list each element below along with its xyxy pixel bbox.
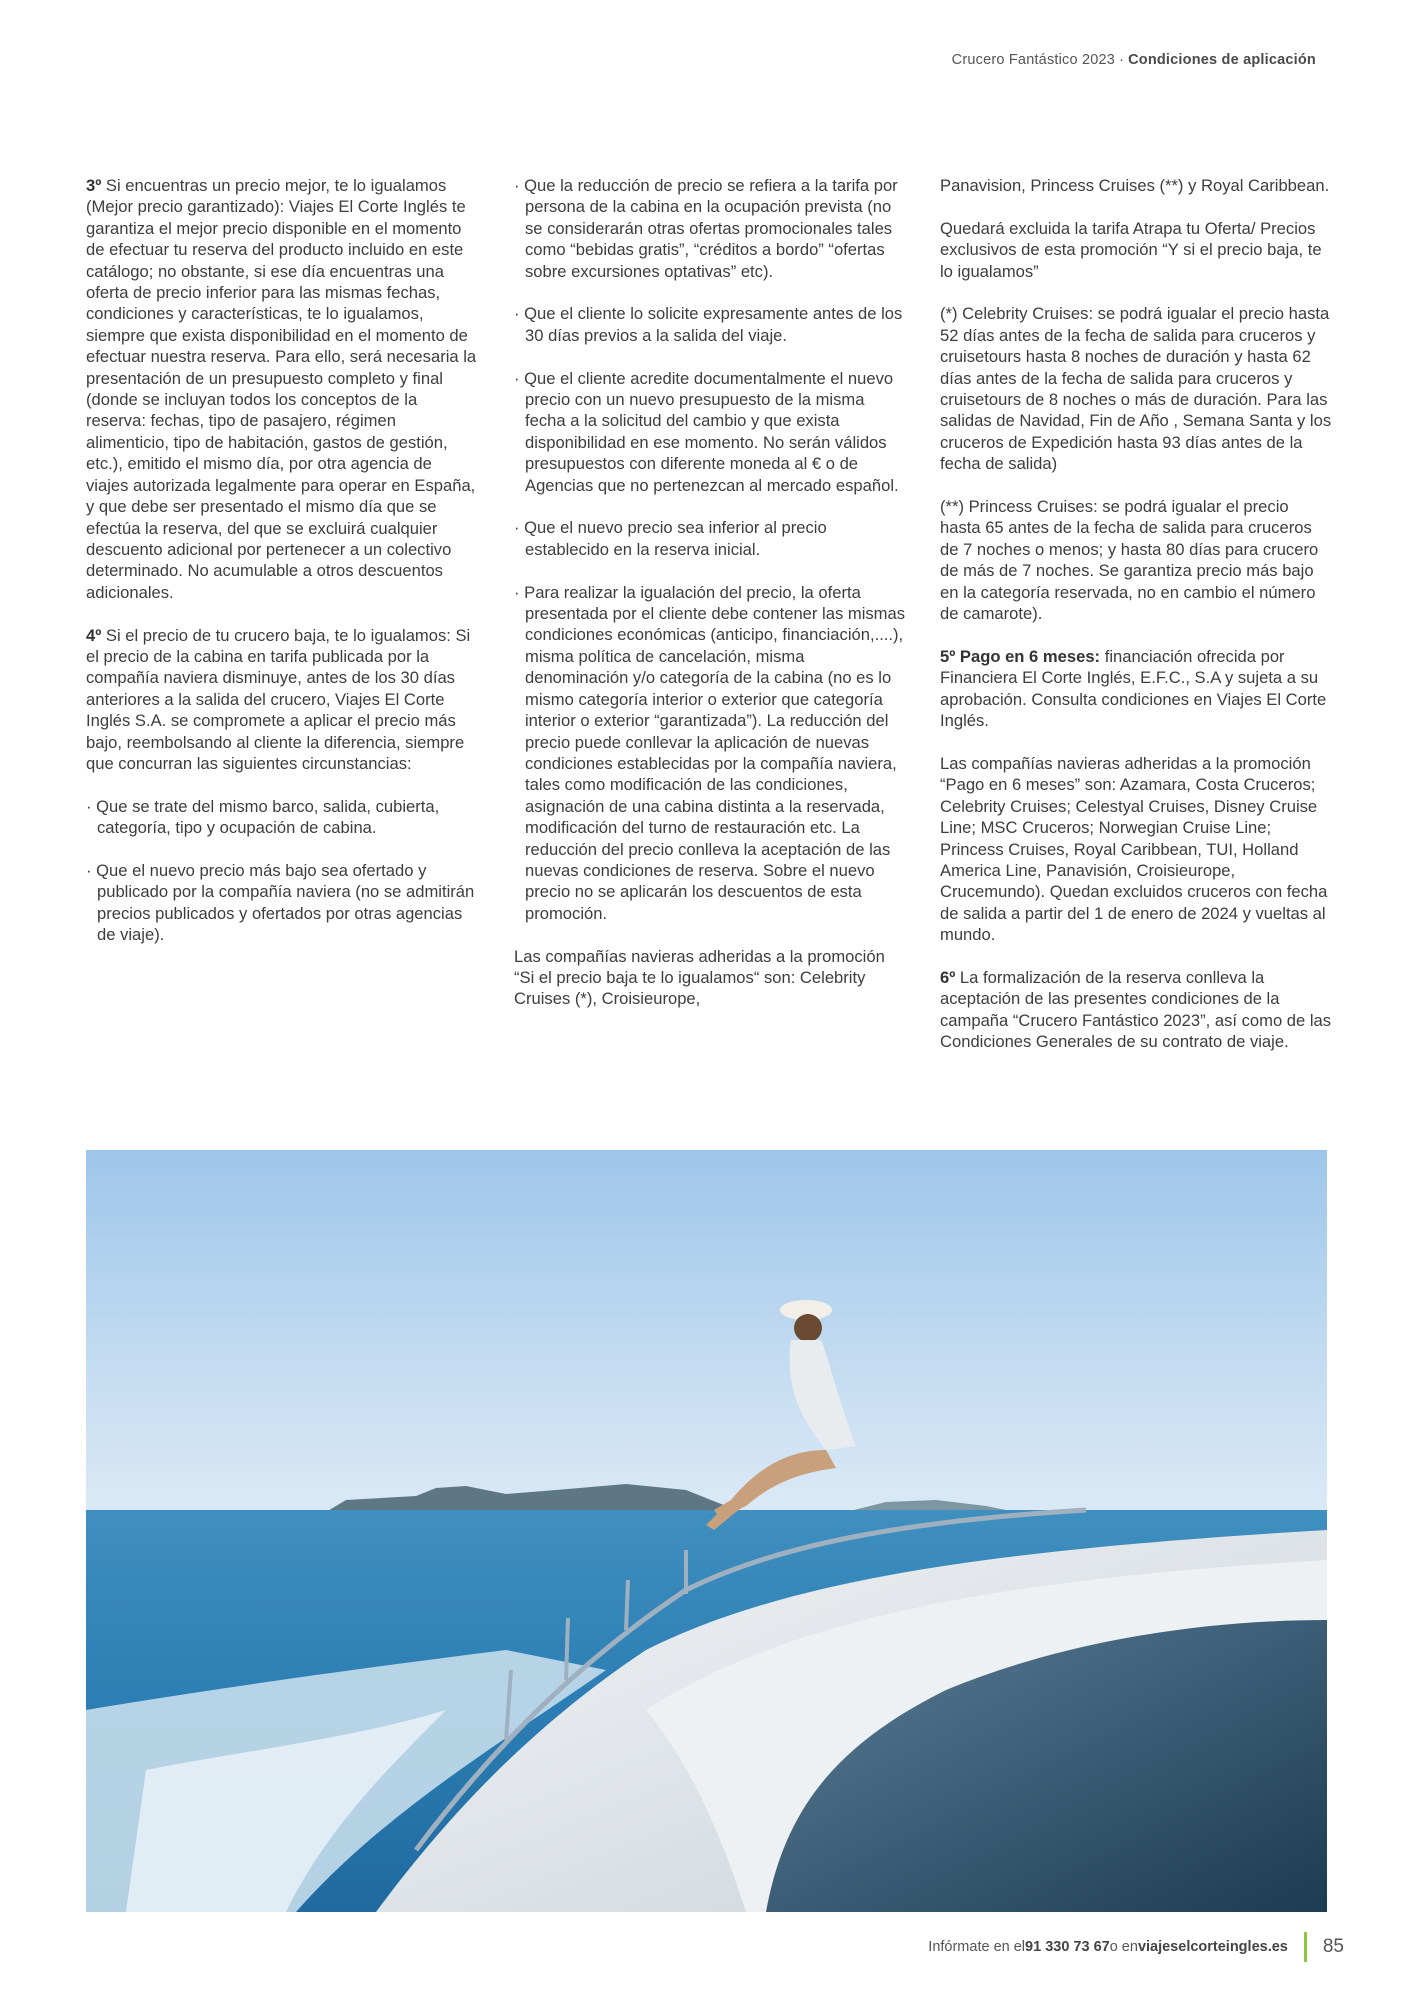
yacht-illustration <box>86 1150 1327 1912</box>
text-column-1 <box>86 175 478 967</box>
paragraph: Las compañías navieras adheridas a la promoción “Pago en 6 meses” son: Azamara, Costa Cruceros; Celebrity Cruises; Celestyal Cruises, Disney Cruise Line; MSC Cruceros; Norwegian Cruise Line; Princess Cruises, Royal Caribbean, TUI, Holland America Line, Panavisión, Croisieurope, Crucemundo). Quedan excluidos cruceros con fecha de salida a partir del 1 de enero de 2024 y vueltas al mundo. <box>940 753 1328 945</box>
phone-number[interactable]: 91 330 73 67 <box>1025 1939 1110 1955</box>
bullet-item: · Que el nuevo precio más bajo sea ofertado y publicado por la compañía naviera (no se admitirán precios publicados y ofertados por otras agencias de viaje). <box>86 860 475 945</box>
bullet-item: · Que el nuevo precio sea inferior al precio establecido en la reserva inicial. <box>514 518 827 559</box>
condition-6 <box>940 967 1332 1053</box>
bullet-item: · Que la reducción de precio se refiera a la tarifa por persona de la cabina en la ocupación prevista (no se considerarán otras ofertas promocionales tales como “bebidas gratis”, “créditos a bordo” “ofertas sobre excursiones optativas” etc). <box>514 176 898 281</box>
yacht-photo <box>86 1150 1327 1912</box>
condition-text: La formalización de la reserva conlleva la aceptación de las presentes condiciones de la campaña “Crucero Fantástico 2023”, así como de las Condiciones Generales de su contrato de viaje. <box>940 967 1332 1052</box>
bullet-item: · Que se trate del mismo barco, salida, cubierta, categoría, tipo y ocupación de cabina. <box>86 796 440 838</box>
paragraph: (**) Princess Cruises: se podrá igualar el precio hasta 65 antes de la fecha de salida para cruceros de 7 noches o menos; y hasta 80 días para crucero de más de 7 noches. Se garantiza precio más bajo en la categoría reservada, no en cambio el número de camarote). <box>940 497 1319 624</box>
website-link[interactable]: viajeselcorteingles.es <box>1137 1939 1288 1955</box>
text-column-2 <box>514 175 906 1031</box>
bullet-item: · Que el cliente lo solicite expresamente antes de los 30 días previos a la salida del viaje. <box>514 304 903 345</box>
text-column-3 <box>940 175 1332 1074</box>
paragraph: Quedará excluida la tarifa Atrapa tu Oferta/ Precios exclusivos de esta promoción “Y si el precio baja, te lo igualamos” <box>940 218 1322 281</box>
paragraph: Panavision, Princess Cruises (**) y Royal Caribbean. <box>940 176 1330 195</box>
section-title: Condiciones de aplicación <box>1128 52 1316 68</box>
header-separator: · <box>1119 52 1125 68</box>
paragraph: (*) Celebrity Cruises: se podrá igualar el precio hasta 52 días antes de la fecha de salida para cruceros y cruisetours hasta 8 noches de duración y hasta 62 días antes de la fecha de salida para cruceros y cruisetours de 8 noches o más de duración. Para las salidas de Navidad, Fin de Año , Semana Santa y los cruceros de Expedición hasta 93 días antes de la fecha de salida) <box>940 304 1332 474</box>
sky <box>86 1150 1327 1512</box>
page-footer <box>928 1932 1344 1962</box>
bullet-item: · Que el cliente acredite documentalmente el nuevo precio con un nuevo presupuesto de la misma fecha a la solicitud del cambio y que exista disponibilidad en ese momento. No serán válidos presupuestos con diferente moneda al € o de Agencias que no pertenezcan al mercado español. <box>514 368 899 495</box>
condition-heading: 5º Pago en 6 meses: <box>940 646 1101 666</box>
catalog-title: Crucero Fantástico 2023 <box>951 52 1116 68</box>
footer-prefix: Infórmate en el <box>928 1939 1026 1955</box>
bullet-item: · Para realizar la igualación del precio, la oferta presentada por el cliente debe contener las mismas condiciones económicas (anticipo, financiación,....), misma política de cancelación, misma denominación y/o categoría de la cabina (no es lo mismo categoría interior o exterior que categoría interior o exterior “garantizada”). La reducción del precio puede conllevar la aplicación de nuevas condiciones establecidas por la compañía naviera, tales como modificación de las condiciones, asignación de una cabina distinta a la reservada, modificación del turno de restauración etc. La reducción del precio conlleva la aceptación de las nuevas condiciones de reserva. Sobre el nuevo precio no se aplicarán los descuentos de esta promoción. <box>514 582 906 923</box>
condition-5 <box>940 646 1332 732</box>
condition-3 <box>86 175 478 603</box>
condition-text: Si el precio de tu crucero baja, te lo igualamos: Si el precio de la cabina en tarifa publicada por la compañía naviera disminuye, antes de los 30 días anteriores a la salida del crucero, Viajes El Corte Inglés S.A. se compromete a aplicar el precio más bajo, reembolsando al cliente la diferencia, siempre que concurran las siguientes circunstancias: <box>86 625 471 773</box>
footer-divider <box>1304 1932 1307 1962</box>
page-number: 85 <box>1322 1936 1344 1957</box>
footer-middle: o en <box>1109 1939 1138 1955</box>
condition-number: 6º <box>940 967 956 987</box>
condition-text: Si encuentras un precio mejor, te lo igualamos (Mejor precio garantizado): Viajes El Corte Inglés te garantiza el mejor precio disponible en el momento de efectuar tu reserva del producto incluido en este catálogo; no obstante, si ese día encuentras una oferta de precio inferior para las mismas fechas, condiciones y características, te lo igualamos, siempre que exista disponibilidad en el momento de efectuar nuestra reserva. Para ello, será necesaria la presentación de un presupuesto completo y final (donde se incluyan todos los conceptos de la reserva: fechas, tipo de pasajero, régimen alimenticio, tipo de habitación, gastos de gestión, etc.), emitido el mismo día, por otra agencia de viajes autorizada legalmente para operar en España, y que debe ser presentado el mismo día que se efectúa la reserva, del que se excluirá cualquier descuento adicional por pertenecer a un colectivo determinado. No acumulable a otros descuentos adicionales. <box>86 176 477 602</box>
condition-4 <box>86 625 478 775</box>
condition-text: financiación ofrecida por Financiera El Corte Inglés, E.F.C., S.A y sujeta a su aprobación. Consulta condiciones en Viajes El Corte Inglés. <box>940 646 1327 731</box>
condition-number: 3º <box>86 176 102 195</box>
paragraph: Las compañías navieras adheridas a la promoción “Si el precio baja te lo igualamos“ son: Celebrity Cruises (*), Croisieurope, <box>514 946 885 1009</box>
condition-number: 4º <box>86 625 102 645</box>
page-header <box>952 52 1316 68</box>
